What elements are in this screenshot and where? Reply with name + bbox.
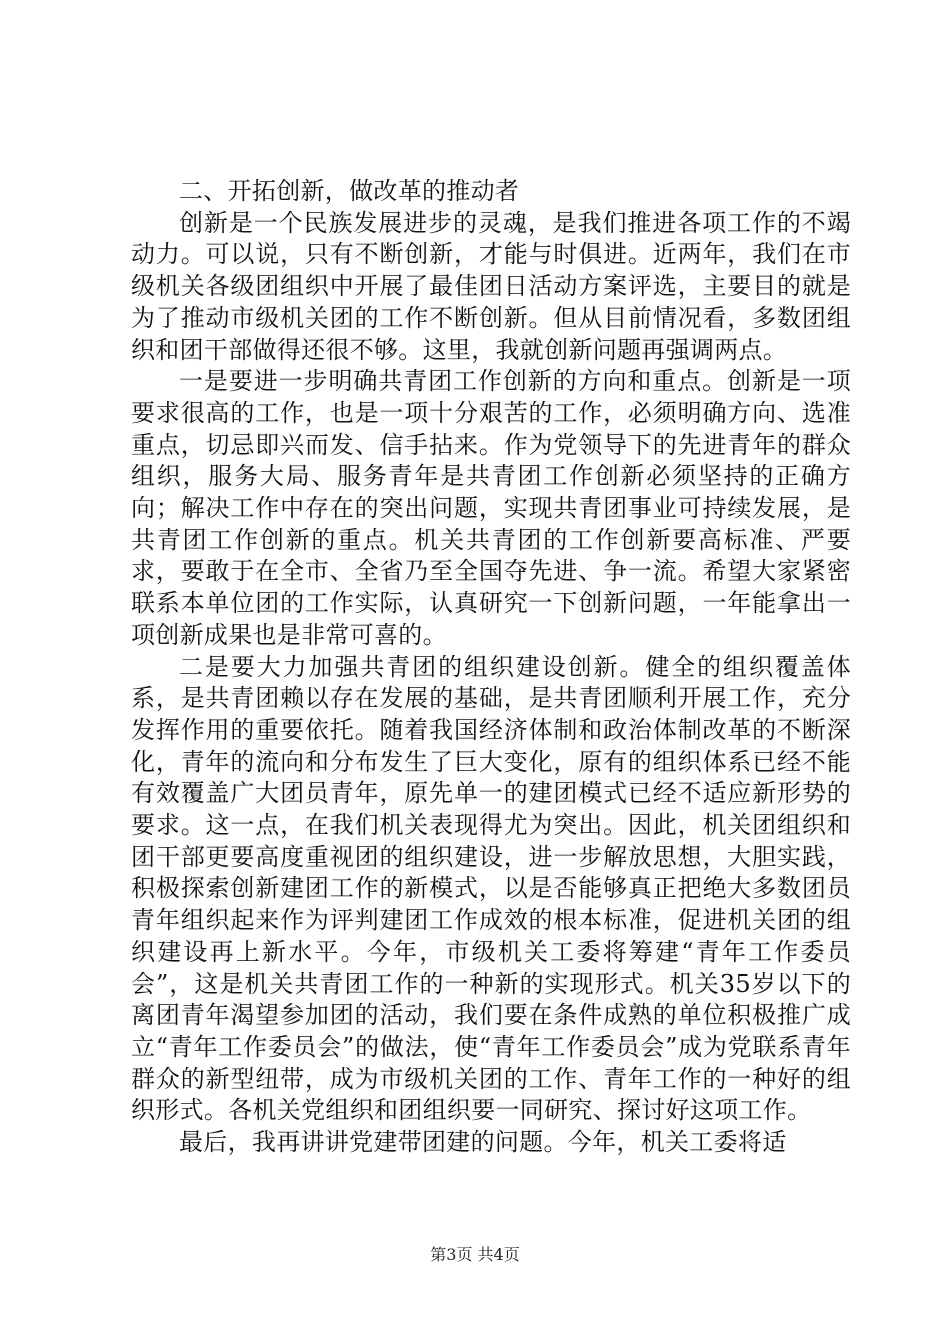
section-heading: 二、开拓创新，做改革的推动者: [179, 177, 520, 205]
document-body: [131, 176, 851, 1159]
paragraph-closing: 最后，我再讲讲党建带团建的问题。今年，机关工委将适: [179, 1128, 787, 1157]
paragraph-point-one: 一是要进一步明确共青团工作创新的方向和重点。创新是一项要求很高的工作，也是一项十分艰苦的工作，必须明确方向、选准重点，切忌即兴而发、信手拈来。作为党领导下的先进青年的群众组织，服务大局、服务青年是共青团工作创新必须坚持的正确方向；解决工作中存在的突出问题，实现共青团事业可持续发展，是共青团工作创新的重点。机关共青团的工作创新要高标准、严要求，要敢于在全市、全省乃至全国夺先进、争一流。希望大家紧密联系本单位团的工作实际，认真研究一下创新问题，一年能拿出一项创新成果也是非常可喜的。: [131, 367, 851, 649]
paragraph-innovation-intro: 创新是一个民族发展进步的灵魂，是我们推进各项工作的不竭动力。可以说，只有不断创新，才能与时俱进。近两年，我们在市级机关各级团组织中开展了最佳团日活动方案评选，主要目的就是为了推动市级机关团的工作不断创新。但从目前情况看，多数团组织和团干部做得还很不够。这里，我就创新问题再强调两点。: [131, 208, 851, 364]
paragraph-point-two: 二是要大力加强共青团的组织建设创新。健全的组织覆盖体系，是共青团赖以存在发展的基础，是共青团顺利开展工作，充分发挥作用的重要依托。随着我国经济体制和政治体制改革的不断深化，青年的流向和分布发生了巨大变化，原有的组织体系已经不能有效覆盖广大团员青年，原先单一的建团模式已经不适应新形势的要求。这一点，在我们机关表现得尤为突出。因此，机关团组织和团干部更要高度重视团的组织建设，进一步解放思想，大胆实践，积极探索创新建团工作的新模式，以是否能够真正把绝大多数团员青年组织起来作为评判建团工作成效的根本标准，促进机关团的组织建设再上新水平。今年，市级机关工委将筹建“青年工作委员会”，这是机关共青团工作的一种新的实现形式。机关35岁以下的离团青年渴望参加团的活动，我们要在条件成熟的单位积极推广成立“青年工作委员会”的做法，使“青年工作委员会”成为党联系青年群众的新型纽带，成为市级机关团的工作、青年工作的一种好的组织形式。各机关党组织和团组织要一同研究、探讨好这项工作。: [131, 652, 851, 1125]
page-number-footer: 第3页 共4页: [430, 1245, 520, 1264]
